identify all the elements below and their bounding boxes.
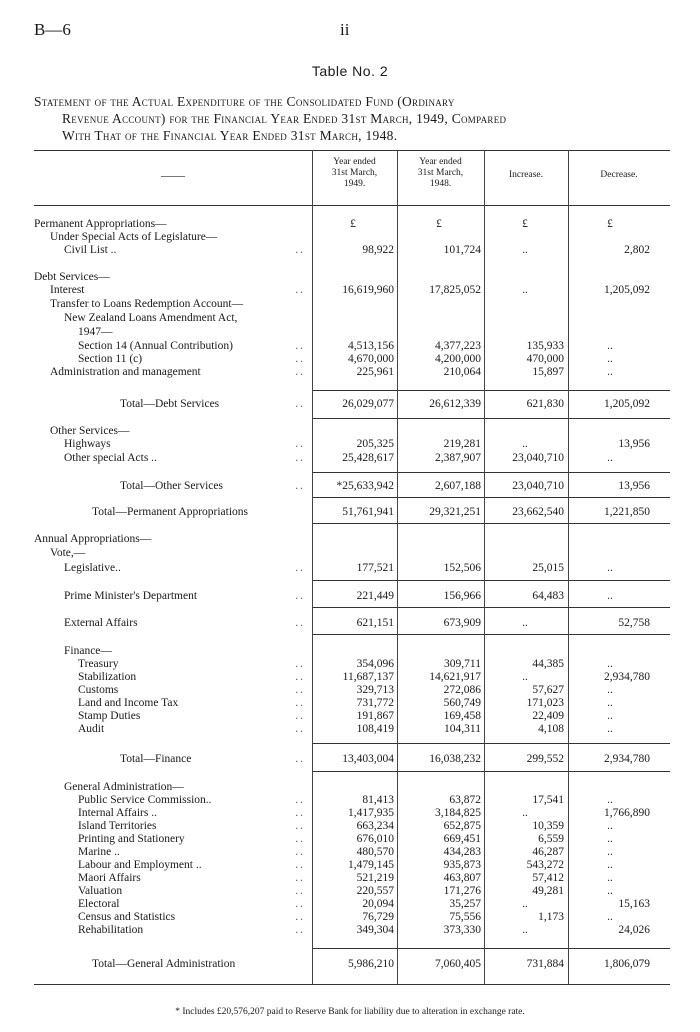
cell-value: 169,458 bbox=[443, 710, 481, 722]
col-header-line: 1948. bbox=[429, 179, 452, 189]
table-row bbox=[0, 697, 700, 710]
table-row bbox=[0, 438, 700, 451]
cell-value: 51,761,941 bbox=[342, 506, 394, 518]
col-header-line: Year ended bbox=[333, 157, 376, 167]
cell-value: 1,806,079 bbox=[604, 958, 650, 970]
table-row bbox=[0, 645, 700, 658]
page-number: ii bbox=[340, 20, 350, 39]
row-label: 1947— bbox=[78, 326, 113, 338]
cell-value: 6,559 bbox=[538, 833, 564, 845]
cell-value: 15,897 bbox=[532, 366, 564, 378]
row-label: Section 14 (Annual Contribution) bbox=[78, 340, 233, 352]
cell-value: 24,026 bbox=[618, 924, 650, 936]
page-code: B—6 bbox=[34, 20, 71, 39]
cell-value: .. bbox=[607, 710, 613, 722]
cell-value: 2,802 bbox=[624, 244, 650, 256]
cell-value: 329,713 bbox=[356, 684, 394, 696]
row-label: Land and Income Tax bbox=[78, 697, 179, 709]
cell-value: 1,173 bbox=[538, 911, 564, 923]
cell-value: 104,311 bbox=[444, 723, 481, 735]
cell-value: 299,552 bbox=[526, 753, 564, 765]
cell-value: 135,933 bbox=[526, 340, 564, 352]
cell-value: 52,758 bbox=[618, 617, 650, 629]
cell-value: .. bbox=[607, 658, 613, 670]
cell-value: 4,200,000 bbox=[435, 353, 481, 365]
dot-leaders: .. bbox=[295, 820, 305, 832]
table-row bbox=[0, 820, 700, 833]
cell-value: 1,221,850 bbox=[604, 506, 650, 518]
total-rule bbox=[312, 948, 670, 949]
cell-value: .. bbox=[522, 671, 528, 683]
cell-value: 621,151 bbox=[356, 617, 394, 629]
dot-leaders: .. bbox=[295, 911, 305, 923]
row-label: Stamp Duties bbox=[78, 710, 141, 722]
dot-leaders: .. bbox=[295, 353, 305, 365]
col-header-line: 31st March, bbox=[417, 168, 464, 178]
table-row bbox=[0, 452, 700, 465]
cell-value: 13,956 bbox=[618, 480, 650, 492]
dot-leaders: .. bbox=[295, 898, 305, 910]
table-row bbox=[0, 231, 700, 244]
cell-value: 20,094 bbox=[362, 898, 394, 910]
row-label: Legislative.. bbox=[64, 562, 121, 574]
col-decrease-header: Decrease. bbox=[600, 170, 638, 180]
row-label: Total—Other Services bbox=[120, 480, 223, 492]
table-row bbox=[0, 218, 700, 231]
cell-value: .. bbox=[607, 684, 613, 696]
dot-leaders: .. bbox=[295, 617, 305, 629]
table-number: Table No. 2 bbox=[311, 63, 389, 79]
cell-value: 663,234 bbox=[356, 820, 394, 832]
row-label: Other Services— bbox=[50, 425, 130, 437]
cell-value: .. bbox=[607, 723, 613, 735]
total-rule bbox=[312, 743, 670, 744]
dot-leaders: .. bbox=[295, 684, 305, 696]
cell-value: 2,387,907 bbox=[435, 452, 481, 464]
table-row bbox=[0, 617, 700, 630]
table-row bbox=[0, 547, 700, 560]
cell-value: 272,086 bbox=[443, 684, 481, 696]
total-rule bbox=[312, 497, 670, 498]
dot-leaders: .. bbox=[295, 794, 305, 806]
cell-value: 1,479,145 bbox=[348, 859, 394, 871]
cell-value: 5,986,210 bbox=[348, 958, 394, 970]
cell-value: 14,621,917 bbox=[429, 671, 481, 683]
table-row bbox=[0, 284, 700, 297]
row-label: Interest bbox=[50, 284, 85, 296]
cell-value: 49,281 bbox=[532, 885, 564, 897]
total-rule bbox=[312, 523, 670, 524]
dot-leaders: .. bbox=[295, 872, 305, 884]
cell-value: 29,321,251 bbox=[429, 506, 481, 518]
row-label: Maori Affairs bbox=[78, 872, 141, 884]
title-line: Revenue Account) for the Financial Year Ended 31st March, 1949, Compared bbox=[62, 111, 507, 126]
dot-leaders: .. bbox=[295, 924, 305, 936]
cell-value: 171,276 bbox=[443, 885, 481, 897]
cell-value: 17,825,052 bbox=[429, 284, 481, 296]
col-header-line: 31st March, bbox=[331, 168, 378, 178]
cell-value: 156,966 bbox=[443, 590, 481, 602]
table-title bbox=[34, 93, 670, 144]
cell-value: 210,064 bbox=[443, 366, 481, 378]
table-row bbox=[0, 658, 700, 671]
cell-value: 2,607,188 bbox=[435, 480, 481, 492]
total-rule bbox=[312, 390, 670, 391]
cell-value: 309,711 bbox=[444, 658, 481, 670]
cell-value: 23,662,540 bbox=[512, 506, 564, 518]
row-label: Island Territories bbox=[78, 820, 157, 832]
cell-value: 98,922 bbox=[362, 244, 394, 256]
table-row bbox=[0, 684, 700, 697]
row-label: Printing and Stationery bbox=[78, 833, 185, 845]
table-row bbox=[0, 859, 700, 872]
cell-value: .. bbox=[607, 697, 613, 709]
cell-value: 25,015 bbox=[532, 562, 564, 574]
cell-value: 1,417,935 bbox=[348, 807, 394, 819]
dot-leaders: .. bbox=[295, 284, 305, 296]
cell-value: £ bbox=[436, 218, 442, 230]
row-label: Internal Affairs .. bbox=[78, 807, 157, 819]
total-rule bbox=[312, 771, 670, 772]
cell-value: 64,483 bbox=[532, 590, 564, 602]
table-row bbox=[0, 298, 700, 311]
cell-value: 935,873 bbox=[443, 859, 481, 871]
cell-value: 470,000 bbox=[526, 353, 564, 365]
header-bottom-rule bbox=[34, 205, 670, 206]
row-label: Vote,— bbox=[50, 547, 86, 559]
cell-value: .. bbox=[607, 562, 613, 574]
cell-value: 354,096 bbox=[356, 658, 394, 670]
stub-header: —— bbox=[161, 168, 185, 182]
cell-value: 108,419 bbox=[356, 723, 394, 735]
cell-value: 81,413 bbox=[362, 794, 394, 806]
table-row bbox=[0, 872, 700, 885]
cell-value: 13,956 bbox=[618, 438, 650, 450]
dot-leaders: .. bbox=[295, 398, 305, 410]
cell-value: 152,506 bbox=[443, 562, 481, 574]
row-label: Permanent Appropriations— bbox=[34, 218, 167, 230]
row-label: Total—Debt Services bbox=[120, 398, 220, 410]
dot-leaders: .. bbox=[295, 671, 305, 683]
col-1949-header bbox=[312, 157, 397, 190]
col-header-line: Year ended bbox=[419, 157, 462, 167]
cell-value: 560,749 bbox=[443, 697, 481, 709]
dot-leaders: .. bbox=[295, 753, 305, 765]
cell-value: 2,934,780 bbox=[604, 753, 650, 765]
row-label: Public Service Commission.. bbox=[78, 794, 212, 806]
row-label: External Affairs bbox=[64, 617, 138, 629]
row-label: General Administration— bbox=[64, 781, 184, 793]
cell-value: .. bbox=[522, 244, 528, 256]
cell-value: 75,556 bbox=[449, 911, 481, 923]
cell-value: 669,451 bbox=[443, 833, 481, 845]
cell-value: 23,040,710 bbox=[512, 480, 564, 492]
total-rule bbox=[312, 418, 670, 419]
cell-value: .. bbox=[607, 833, 613, 845]
cell-value: 15,163 bbox=[618, 898, 650, 910]
table-row bbox=[0, 885, 700, 898]
cell-value: 1,766,890 bbox=[604, 807, 650, 819]
cell-value: 731,772 bbox=[356, 697, 394, 709]
cell-value: 171,023 bbox=[526, 697, 564, 709]
table-row bbox=[0, 590, 700, 603]
cell-value: 434,283 bbox=[443, 846, 481, 858]
table-row bbox=[0, 723, 700, 736]
cell-value: 4,377,223 bbox=[435, 340, 481, 352]
cell-value: 543,272 bbox=[526, 859, 564, 871]
table-row bbox=[0, 671, 700, 684]
cell-value: 17,541 bbox=[532, 794, 564, 806]
cell-value: 220,557 bbox=[356, 885, 394, 897]
table-row bbox=[0, 781, 700, 794]
cell-value: .. bbox=[607, 872, 613, 884]
table-row bbox=[0, 480, 700, 493]
cell-value: 3,184,825 bbox=[435, 807, 481, 819]
row-label: Census and Statistics bbox=[78, 911, 176, 923]
dot-leaders: .. bbox=[295, 562, 305, 574]
table-row bbox=[0, 533, 700, 546]
dot-leaders: .. bbox=[295, 723, 305, 735]
row-label: Marine .. bbox=[78, 846, 120, 858]
cell-value: 652,875 bbox=[443, 820, 481, 832]
cell-value: 463,807 bbox=[443, 872, 481, 884]
cell-value: .. bbox=[607, 366, 613, 378]
cell-value: .. bbox=[607, 794, 613, 806]
table-row bbox=[0, 794, 700, 807]
row-label: Administration and management bbox=[50, 366, 201, 378]
table-row bbox=[0, 506, 700, 519]
row-label: Total—General Administration bbox=[92, 958, 236, 970]
cell-value: .. bbox=[607, 340, 613, 352]
cell-value: 1,205,092 bbox=[604, 398, 650, 410]
table-row bbox=[0, 312, 700, 325]
title-line: Statement of the Actual Expenditure of the Consolidated Fund (Ordinary bbox=[34, 94, 455, 109]
dot-leaders: .. bbox=[295, 807, 305, 819]
cell-value: 2,934,780 bbox=[604, 671, 650, 683]
dot-leaders: .. bbox=[295, 244, 305, 256]
row-label: Section 11 (c) bbox=[78, 353, 143, 365]
col-increase-header: Increase. bbox=[508, 170, 543, 180]
table-row bbox=[0, 425, 700, 438]
dot-leaders: .. bbox=[295, 885, 305, 897]
dot-leaders: .. bbox=[295, 710, 305, 722]
cell-value: .. bbox=[607, 911, 613, 923]
dot-leaders: .. bbox=[295, 340, 305, 352]
row-label: Customs bbox=[78, 684, 119, 696]
dot-leaders: .. bbox=[295, 859, 305, 871]
row-label: Other special Acts .. bbox=[64, 452, 157, 464]
cell-value: 673,909 bbox=[443, 617, 481, 629]
cell-value: 26,029,077 bbox=[342, 398, 394, 410]
cell-value: .. bbox=[607, 846, 613, 858]
cell-value: £ bbox=[607, 218, 613, 230]
row-label: New Zealand Loans Amendment Act, bbox=[64, 312, 238, 324]
cell-value: 7,060,405 bbox=[435, 958, 481, 970]
col-header-line: 1949. bbox=[343, 179, 366, 189]
row-label: Civil List .. bbox=[64, 244, 117, 256]
row-label: Finance— bbox=[64, 645, 112, 657]
dot-leaders: .. bbox=[295, 658, 305, 670]
cell-value: 521,219 bbox=[356, 872, 394, 884]
table-row bbox=[0, 898, 700, 911]
cell-value: £ bbox=[522, 218, 528, 230]
table-row bbox=[0, 958, 700, 971]
cell-value: 13,403,004 bbox=[342, 753, 394, 765]
table-row bbox=[0, 710, 700, 723]
cell-value: 101,724 bbox=[443, 244, 481, 256]
cell-value: .. bbox=[522, 284, 528, 296]
cell-value: .. bbox=[607, 590, 613, 602]
row-label: Labour and Employment .. bbox=[78, 859, 202, 871]
cell-value: 16,619,960 bbox=[342, 284, 394, 296]
dot-leaders: .. bbox=[295, 452, 305, 464]
cell-value: 26,612,339 bbox=[429, 398, 481, 410]
row-label: Valuation bbox=[78, 885, 123, 897]
cell-value: 221,449 bbox=[356, 590, 394, 602]
table-top-rule bbox=[34, 150, 670, 151]
cell-value: 1,205,092 bbox=[604, 284, 650, 296]
cell-value: 349,304 bbox=[356, 924, 394, 936]
cell-value: 25,428,617 bbox=[342, 452, 394, 464]
cell-value: 731,884 bbox=[526, 958, 564, 970]
dot-leaders: .. bbox=[295, 438, 305, 450]
cell-value: 4,513,156 bbox=[348, 340, 394, 352]
table-row bbox=[0, 244, 700, 257]
cell-value: 480,570 bbox=[356, 846, 394, 858]
dot-leaders: .. bbox=[295, 697, 305, 709]
cell-value: 22,409 bbox=[532, 710, 564, 722]
cell-value: 10,359 bbox=[532, 820, 564, 832]
cell-value: .. bbox=[607, 820, 613, 832]
row-label: Transfer to Loans Redemption Account— bbox=[50, 298, 244, 310]
cell-value: 191,867 bbox=[356, 710, 394, 722]
dot-leaders: .. bbox=[295, 480, 305, 492]
table-row bbox=[0, 398, 700, 411]
table-row bbox=[0, 911, 700, 924]
table-row bbox=[0, 340, 700, 353]
table-row bbox=[0, 353, 700, 366]
table-row bbox=[0, 807, 700, 820]
cell-value: 57,627 bbox=[532, 684, 564, 696]
table-row bbox=[0, 833, 700, 846]
cell-value: .. bbox=[607, 859, 613, 871]
cell-value: 621,830 bbox=[526, 398, 564, 410]
title-line: With That of the Financial Year Ended 31st March, 1948. bbox=[62, 128, 398, 143]
cell-value: 205,325 bbox=[356, 438, 394, 450]
dot-leaders: .. bbox=[295, 590, 305, 602]
row-label: Debt Services— bbox=[34, 271, 110, 283]
row-label: Audit bbox=[78, 723, 105, 735]
cell-value: 177,521 bbox=[356, 562, 394, 574]
cell-value: .. bbox=[607, 353, 613, 365]
table-row bbox=[0, 924, 700, 937]
row-label: Total—Permanent Appropriations bbox=[92, 506, 249, 518]
row-label: Under Special Acts of Legislature— bbox=[50, 231, 218, 243]
section-rule bbox=[312, 580, 670, 581]
cell-value: .. bbox=[522, 924, 528, 936]
row-label: Highways bbox=[64, 438, 111, 450]
cell-value: 57,412 bbox=[532, 872, 564, 884]
cell-value: 63,872 bbox=[449, 794, 481, 806]
row-label: Annual Appropriations— bbox=[34, 533, 152, 545]
section-rule bbox=[312, 634, 670, 635]
table-row bbox=[0, 271, 700, 284]
cell-value: 11,687,137 bbox=[342, 671, 394, 683]
row-label: Stabilization bbox=[78, 671, 137, 683]
cell-value: .. bbox=[607, 452, 613, 464]
cell-value: 35,257 bbox=[449, 898, 481, 910]
cell-value: 4,108 bbox=[538, 723, 564, 735]
col-1948-header bbox=[397, 157, 484, 190]
row-label: Treasury bbox=[78, 658, 119, 670]
table-bottom-rule bbox=[34, 984, 670, 985]
total-rule bbox=[312, 472, 670, 473]
row-label: Rehabilitation bbox=[78, 924, 144, 936]
cell-value: .. bbox=[522, 807, 528, 819]
table-row bbox=[0, 753, 700, 766]
cell-value: .. bbox=[522, 438, 528, 450]
cell-value: 23,040,710 bbox=[512, 452, 564, 464]
cell-value: 225,961 bbox=[356, 366, 394, 378]
cell-value: 46,287 bbox=[532, 846, 564, 858]
cell-value: 373,330 bbox=[443, 924, 481, 936]
cell-value: 4,670,000 bbox=[348, 353, 394, 365]
table-row bbox=[0, 326, 700, 339]
table-row bbox=[0, 562, 700, 575]
row-label: Prime Minister's Department bbox=[64, 590, 198, 602]
cell-value: 219,281 bbox=[443, 438, 481, 450]
cell-value: 76,729 bbox=[362, 911, 394, 923]
cell-value: .. bbox=[522, 898, 528, 910]
dot-leaders: .. bbox=[295, 846, 305, 858]
table-row bbox=[0, 366, 700, 379]
cell-value: .. bbox=[522, 617, 528, 629]
cell-value: .. bbox=[607, 885, 613, 897]
cell-value: 676,010 bbox=[356, 833, 394, 845]
row-label: Total—Finance bbox=[120, 753, 192, 765]
row-label: Electoral bbox=[78, 898, 120, 910]
dot-leaders: .. bbox=[295, 366, 305, 378]
dot-leaders: .. bbox=[295, 833, 305, 845]
cell-value: *25,633,942 bbox=[336, 480, 394, 492]
footnote: * Includes £20,576,207 paid to Reserve Bank for liability due to alteration in exchange rate. bbox=[175, 1007, 525, 1017]
cell-value: £ bbox=[350, 218, 356, 230]
cell-value: 44,385 bbox=[532, 658, 564, 670]
table-row bbox=[0, 846, 700, 859]
cell-value: 16,038,232 bbox=[429, 753, 481, 765]
section-rule bbox=[312, 607, 670, 608]
